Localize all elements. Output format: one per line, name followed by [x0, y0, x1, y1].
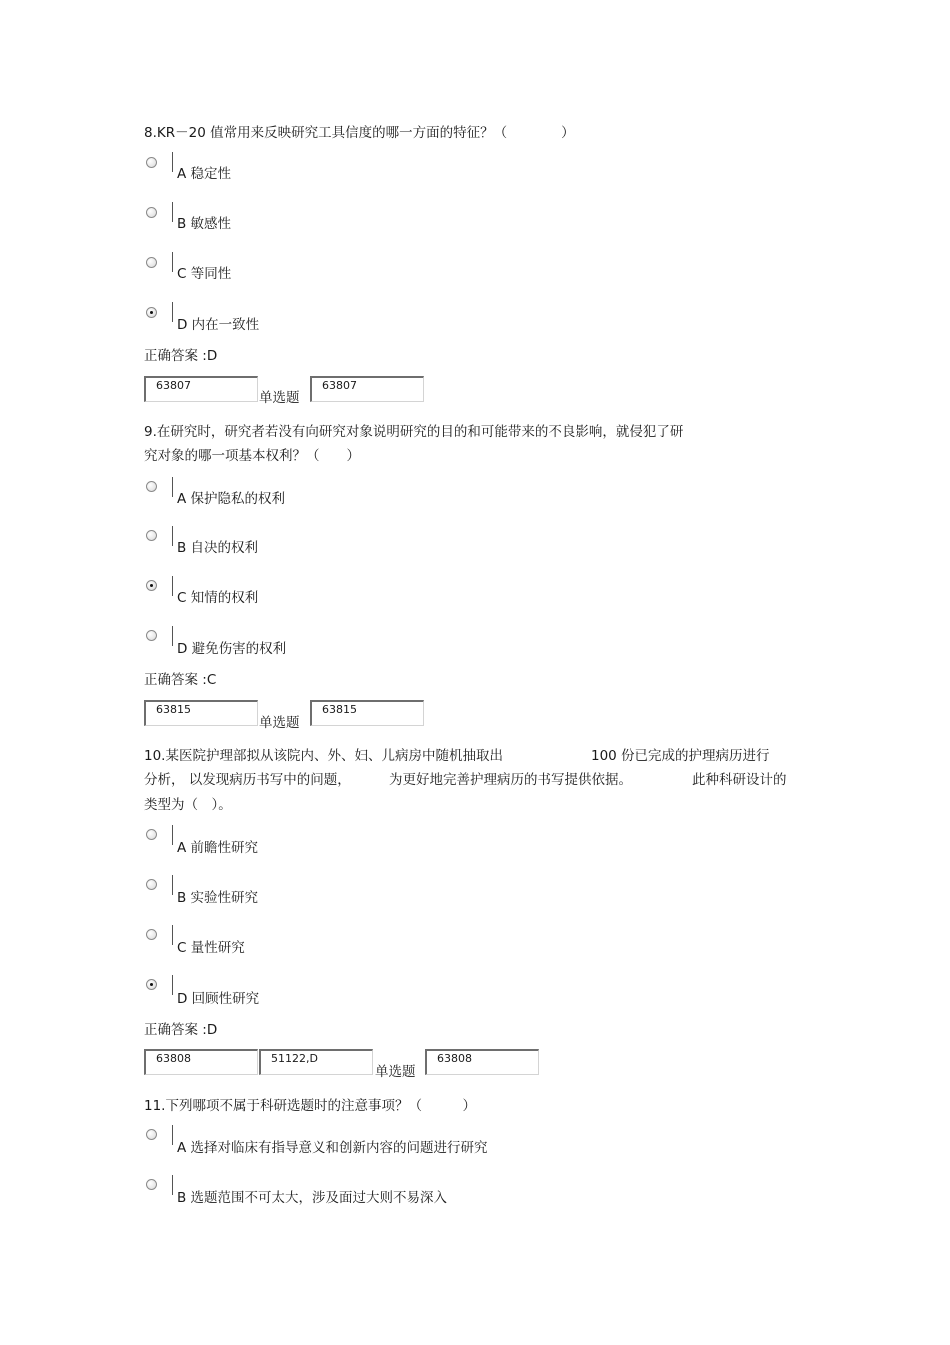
q9-field-2[interactable]: 63815: [310, 700, 424, 726]
q8-option-a-label: A 稳定性: [177, 166, 232, 182]
q9-option-c-radio[interactable]: [146, 580, 157, 591]
option-divider: [172, 576, 173, 596]
q9-option-b-radio[interactable]: [146, 530, 157, 541]
q10-field-3[interactable]: 63808: [425, 1049, 539, 1075]
q10-option-a-label: A 前瞻性研究: [177, 840, 259, 856]
question-10-text-line2a: 分析， 以发现病历书写中的问题，: [144, 772, 351, 788]
question-9-text-line1: 9.在研究时，研究者若没有向研究对象说明研究的目的和可能带来的不良影响，就侵犯了研: [144, 424, 684, 440]
question-10-text-line2b: 为更好地完善护理病历的书写提供依据。: [389, 772, 632, 788]
option-divider: [172, 202, 173, 222]
q8-field-1[interactable]: 63807: [144, 376, 258, 402]
q9-option-a-label: A 保护隐私的权利: [177, 491, 286, 507]
option-divider: [172, 825, 173, 845]
option-divider: [172, 526, 173, 546]
q11-option-a-label: A 选择对临床有指导意义和创新内容的问题进行研究: [177, 1140, 488, 1156]
q10-correct-answer: 正确答案 :D: [144, 1022, 218, 1038]
question-10-text-line1a: 10.某医院护理部拟从该院内、外、妇、儿病房中随机抽取出: [144, 748, 503, 764]
option-divider: [172, 875, 173, 895]
option-divider: [172, 477, 173, 497]
q9-field-1[interactable]: 63815: [144, 700, 258, 726]
option-divider: [172, 1175, 173, 1195]
q8-field-2[interactable]: 63807: [310, 376, 424, 402]
q11-option-b-label: B 选题范围不可太大，涉及面过大则不易深入: [177, 1190, 448, 1206]
q10-option-d-radio[interactable]: [146, 979, 157, 990]
q10-option-d-label: D 回顾性研究: [177, 991, 260, 1007]
q8-option-b-label: B 敏感性: [177, 216, 232, 232]
option-divider: [172, 252, 173, 272]
q9-option-c-label: C 知情的权利: [177, 590, 259, 606]
q10-type-label: 单选题: [375, 1064, 416, 1080]
q9-correct-answer: 正确答案 :C: [144, 672, 217, 688]
q8-type-label: 单选题: [259, 390, 300, 406]
q9-type-label: 单选题: [259, 715, 300, 731]
q10-field-2[interactable]: 51122,D: [259, 1049, 373, 1075]
option-divider: [172, 626, 173, 646]
q10-option-c-radio[interactable]: [146, 929, 157, 940]
q9-option-b-label: B 自决的权利: [177, 540, 259, 556]
q8-option-d-label: D 内在一致性: [177, 317, 260, 333]
q9-option-d-radio[interactable]: [146, 630, 157, 641]
q10-field-1[interactable]: 63808: [144, 1049, 258, 1075]
question-11-text: 11.下列哪项不属于科研选题时的注意事项？（ ）: [144, 1098, 476, 1114]
question-8-text: 8.KR－20 值常用来反映研究工具信度的哪一方面的特征？（ ）: [144, 125, 575, 141]
q9-option-d-label: D 避免伤害的权利: [177, 641, 287, 657]
option-divider: [172, 925, 173, 945]
q10-option-b-label: B 实验性研究: [177, 890, 259, 906]
option-divider: [172, 302, 173, 322]
q11-option-b-radio[interactable]: [146, 1179, 157, 1190]
q8-option-c-radio[interactable]: [146, 257, 157, 268]
q8-option-b-radio[interactable]: [146, 207, 157, 218]
q10-option-a-radio[interactable]: [146, 829, 157, 840]
question-10-text-line2c: 此种科研设计的: [692, 772, 787, 788]
q8-option-a-radio[interactable]: [146, 157, 157, 168]
option-divider: [172, 152, 173, 172]
q9-option-a-radio[interactable]: [146, 481, 157, 492]
q10-option-c-label: C 量性研究: [177, 940, 245, 956]
q11-option-a-radio[interactable]: [146, 1129, 157, 1140]
question-9-text-line2: 究对象的哪一项基本权利？（ ）: [144, 448, 360, 464]
option-divider: [172, 975, 173, 995]
q8-option-d-radio[interactable]: [146, 307, 157, 318]
option-divider: [172, 1125, 173, 1145]
q8-option-c-label: C 等同性: [177, 266, 232, 282]
q10-option-b-radio[interactable]: [146, 879, 157, 890]
q8-correct-answer: 正确答案 :D: [144, 348, 218, 364]
question-10-text-line1b: 100 份已完成的护理病历进行: [591, 748, 770, 764]
question-10-text-line3: 类型为（ ）。: [144, 797, 232, 813]
